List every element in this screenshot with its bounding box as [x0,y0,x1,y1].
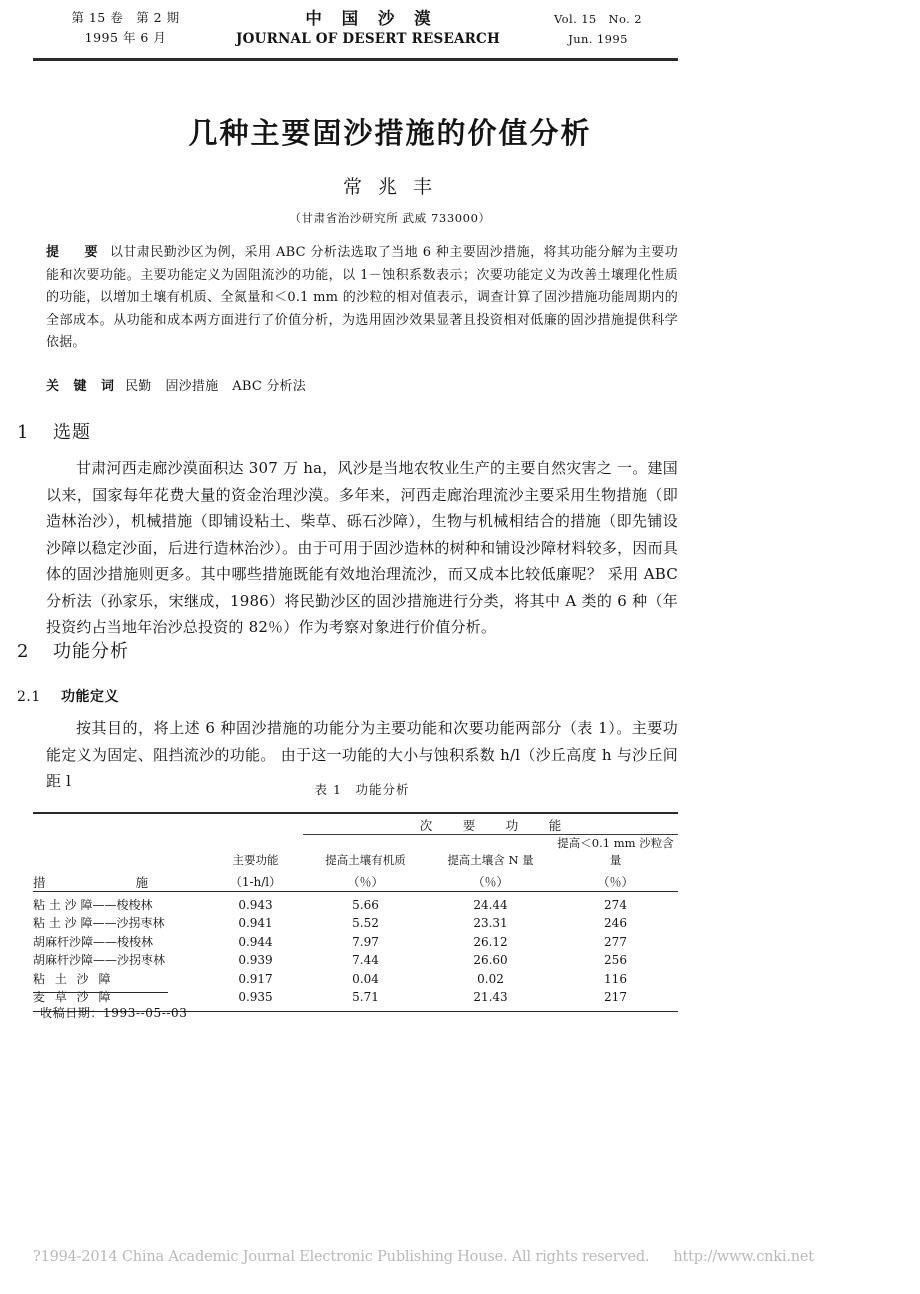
cnki-copyright-footer [33,1249,893,1265]
table-cell-measure: 粘 土 沙 障——梭梭林 [33,897,153,912]
table-cell-organic: 5.71 [352,990,379,1004]
journal-title-en: JOURNAL OF DESERT RESEARCH [236,31,500,47]
table-row [33,970,678,989]
cnki-url[interactable]: http://www.cnki.net [673,1249,814,1265]
table-cell-fine-sand: 256 [604,953,627,967]
table-unit-nitrogen: （％） [472,874,509,889]
table-col-header-primary: 主要功能 [232,852,279,867]
table-cell-organic: 7.97 [352,934,379,949]
table-cell-nitrogen: 26.12 [473,934,508,949]
section-title-2: 功能分析 [53,641,129,662]
table-cell-fine-sand: 277 [604,934,627,949]
table-cell-nitrogen: 0.02 [477,971,504,986]
masthead-center [218,8,518,49]
table-col-header-organic: 提高土壤有机质 [325,852,406,867]
table-cell-primary: 0.939 [238,953,273,967]
subsection-number-2-1: 2.1 [17,689,41,705]
table-cell-organic: 5.66 [352,897,379,912]
table-cell-nitrogen: 23.31 [473,916,508,930]
table-unit-organic: （％） [347,874,384,889]
table-caption: 表 1 功能分析 [314,782,410,797]
footnote-divider [33,992,168,993]
journal-title-cn: 中 国 沙 漠 [305,9,438,28]
table-header-group-row [33,813,678,834]
table-cell-measure: 胡麻杆沙障——梭梭林 [33,934,154,949]
table-cell-primary: 0.935 [238,990,273,1004]
section-1-paragraph-1: 甘肃河西走廊沙漠面积达 307 万 ha，风沙是当地农牧业生产的主要自然灾害之 一。建国以来，国家每年花费大量的资金治理沙漠。多年来，河西走廊治理流沙主要采用生物措施（即造林治沙），机械措施（即铺设粘土、柴草、砾石沙障），生物与机械相结合的措施（即先铺设沙障以稳定沙面，后进行造林治沙）。由于可用于固沙造林的树种和铺设沙障材料较多，因而具体的固沙措施则更多。其中哪些措施既能有效地治理流沙，而又成本比较低廉呢？ 采用 ABC 分析法（孙家乐，宋继成，1986）将民勤沙区的固沙措施进行分类，将其中 A 类的 6 种（年投资约占当地年治沙总投资的 82％）作为考察对象进行价值分析。 [46,459,678,636]
table-cell-primary: 0.941 [238,916,273,930]
table-cell-measure: 麦 草 沙 障 [33,990,114,1004]
table-row [33,951,678,970]
section-heading-1 [17,418,678,444]
masthead-right [518,9,678,49]
masthead-left [33,8,218,48]
abstract-block [46,242,678,355]
table-cell-organic: 7.44 [352,953,379,967]
table-header-row [33,834,678,869]
issue-date-en: Jun. 1995 [568,32,628,46]
table-unit-fine-sand: （％） [597,874,634,889]
table-cell-measure: 粘 土 沙 障 [33,971,114,986]
page-title: 几种主要固沙措施的价值分析 [188,116,592,150]
author-affiliation: （甘肃省治沙研究所 武威 733000） [289,211,491,225]
keyword-item-1: 固沙措施 [165,379,219,394]
author-name: 常 兆 丰 [342,176,438,198]
table-col-header-measure: 措 施 [33,874,157,890]
table-body [33,891,678,1011]
subsection-2-1-paragraph-1: 按其目的，将上述 6 种固沙措施的功能分为主要功能和次要功能两部分（表 1）。主要功能定义为固定、阻挡流沙的功能。 由于这一功能的大小与蚀积系数 h/l（沙丘高度 h 与沙丘间距 l [46,719,678,790]
table-row [33,914,678,933]
footnote-received-date: 收稿日期：1993--05--03 [40,1006,188,1020]
table-cell-primary: 0.917 [238,971,273,986]
section-title-1: 选题 [53,422,91,443]
table-cell-nitrogen: 26.60 [473,953,508,967]
table-cell-fine-sand: 274 [604,897,627,912]
table-cell-organic: 0.04 [352,971,379,986]
table-cell-measure: 粘 土 沙 障——沙拐枣林 [33,916,165,930]
keyword-item-0: 民勤 [125,379,152,394]
table-cell-fine-sand: 217 [604,990,627,1004]
keyword-item-2: ABC 分析法 [232,379,306,394]
table-col-header-fine-sand: 提高＜0.1 mm 沙粒含量 [557,835,674,867]
masthead [33,8,678,54]
subsection-heading-2-1 [17,686,678,706]
table-cell-measure: 胡麻杆沙障——沙拐枣林 [33,953,166,967]
abstract-label: 提 要 [46,245,104,260]
cnki-copyright-text: ?1994-2014 China Academic Journal Electronic Publishing House. All rights reserved. [33,1249,650,1265]
volume-issue-cn: 第 15 卷 第 2 期 [71,10,180,25]
abstract-text: 以甘肃民勤沙区为例，采用 ABC 分析法选取了当地 6 种主要固沙措施，将其功能分解为主要功能和次要功能。主要功能定义为固阻流沙的功能，以 1－蚀积系数表示；次要功能定义为改善土壤理化性质的功能，以增加土壤有机质、全氮量和＜0.1 mm 的沙粒的相对值表示，调查计算了固沙措施功能周期内的全部成本。从功能和成本两方面进行了价值分析，为选用固沙效果显著且投资相对低廉的固沙措施提供科学依据。 [46,245,678,350]
table-row [33,933,678,952]
table-unit-primary: （1-h/l） [229,874,282,889]
subsection-title-2-1: 功能定义 [61,689,119,705]
table-cell-nitrogen: 24.44 [473,897,508,912]
table-col-header-nitrogen: 提高土壤含 N 量 [447,852,534,867]
section-number-1: 1 [17,422,30,443]
table-cell-organic: 5.52 [352,916,379,930]
section-number-2: 2 [17,641,30,662]
table-cell-fine-sand: 116 [604,971,627,986]
keywords-block [46,376,678,398]
issue-date-cn: 1995 年 6 月 [84,30,167,45]
table-row [33,891,678,914]
table-group-header-secondary: 次 要 功 能 [303,813,678,834]
table-cell-fine-sand: 246 [604,916,627,930]
table-cell-nitrogen: 21.43 [473,990,508,1004]
keywords-label: 关 键 词 [46,379,120,394]
table-cell-primary: 0.944 [238,934,273,949]
volume-issue-en: Vol. 15 No. 2 [554,12,642,26]
masthead-divider [33,58,678,61]
table-cell-primary: 0.943 [238,897,273,912]
table-1 [33,812,678,1012]
section-heading-2 [17,637,678,663]
